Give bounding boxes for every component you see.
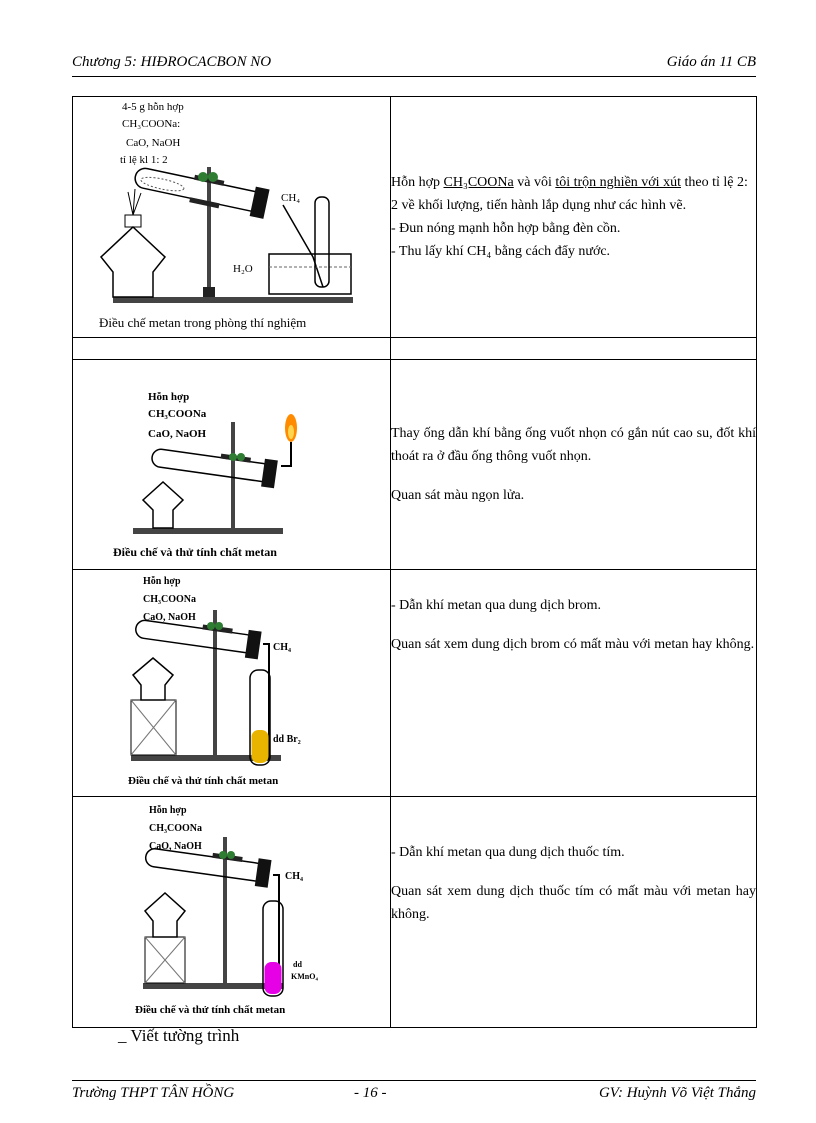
table-row	[73, 97, 757, 338]
mix-label-1: Hỗn hợp	[149, 805, 187, 816]
course-label: Giáo án 11 CB	[666, 54, 756, 70]
gas-label: CH₄	[281, 192, 301, 204]
cotton-plug	[207, 622, 215, 630]
chapter-title: Chương 5: HIĐROCACBON NO	[72, 54, 272, 70]
page-footer	[72, 1080, 756, 1107]
rod-foot	[203, 287, 215, 297]
permanganate-solution	[265, 962, 282, 994]
burner-stand-hatch	[145, 937, 185, 983]
page-header	[72, 52, 756, 77]
instruction-step: - Thu lấy khí CH₄ bằng cách đẩy nước.	[391, 244, 611, 259]
lesson-table	[72, 96, 757, 1028]
test-tube	[151, 448, 272, 483]
instruction-paragraph: Quan sát màu ngọn lửa.	[391, 488, 525, 503]
empty-cell	[73, 338, 391, 360]
nozzle-tube	[281, 442, 291, 466]
water-label: H₂O	[233, 263, 253, 275]
figure-cell	[73, 570, 391, 797]
mix-label-2: CH₃COONa	[148, 408, 207, 420]
mix-label-3: CaO, NaOH	[148, 428, 207, 440]
table-row	[73, 360, 757, 570]
burner-neck	[125, 215, 141, 227]
powder	[140, 175, 185, 194]
instruction-cell	[391, 570, 757, 797]
report-instruction: _ Viết tường trình	[118, 1026, 240, 1045]
table-row	[73, 570, 757, 797]
table-row	[73, 797, 757, 1028]
mix-label-2: CH₃COONa	[149, 823, 202, 834]
cotton-plug	[208, 172, 218, 182]
stand-rod	[231, 422, 235, 528]
burner-stand-hatch	[131, 700, 176, 755]
mix-label-1: 4-5 g hỗn hợp	[122, 101, 184, 113]
figure-caption: Điều chế và thử tính chất metan	[135, 1004, 286, 1016]
gas-label: CH₄	[285, 871, 303, 882]
stand-rod	[207, 167, 211, 297]
apparatus-figure-2	[73, 360, 390, 569]
test-tube	[135, 619, 256, 654]
empty-cell	[391, 338, 757, 360]
cotton-plug	[198, 172, 208, 182]
figure-caption: Điều chế và thử tính chất metan	[128, 775, 279, 787]
school-name: Trường THPT TÂN HỒNG	[72, 1085, 235, 1101]
collection-tube	[315, 197, 329, 287]
instruction-paragraph: Quan sát xem dung dịch brom có mất màu với metan hay không.	[391, 637, 755, 652]
mix-label-1: Hỗn hợp	[143, 576, 181, 587]
alcohol-burner	[145, 893, 185, 937]
solution-label-1: dd	[293, 960, 302, 969]
stand-rod	[213, 610, 217, 755]
alcohol-burner	[101, 227, 165, 297]
delivery-tube	[283, 205, 323, 287]
bromine-solution	[252, 730, 269, 763]
page-number: - 16 -	[354, 1085, 387, 1101]
instruction-paragraph: Thay ống dẫn khí bằng ống vuốt nhọn có gắn nút cao su, đốt khí thoát ra ở đầu ống thông vuốt nhọn.	[391, 426, 756, 464]
alcohol-burner	[143, 482, 183, 528]
test-tube	[133, 167, 264, 214]
instruction-step: - Dẫn khí metan qua dung dịch brom.	[391, 598, 601, 613]
mix-label-3: CaO, NaOH	[126, 137, 181, 149]
flame-core	[288, 425, 294, 439]
ratio-label: tỉ lệ kl 1: 2	[120, 154, 168, 166]
mix-label-1: Hỗn hợp	[148, 391, 190, 403]
text-run: Hỗn hợp	[391, 175, 444, 190]
test-tube	[145, 848, 266, 883]
stand-base	[113, 297, 353, 303]
water-trough	[269, 254, 351, 294]
instruction-paragraph	[391, 171, 756, 217]
text-run: và vôi	[513, 175, 556, 190]
mix-label-2: CH₃COONa:	[122, 118, 181, 130]
solution-label: dd Br₂	[273, 734, 301, 745]
table-row-empty	[73, 338, 757, 360]
teacher-name: GV: Huỳnh Võ Việt Thắng	[598, 1085, 756, 1101]
figure-cell	[73, 97, 391, 338]
solution-label-2: KMnO₄	[291, 972, 318, 981]
gas-label: CH₄	[273, 642, 291, 653]
figure-caption: Điều chế metan trong phòng thí nghiệm	[99, 315, 307, 330]
mix-label-2: CH₃COONa	[143, 594, 196, 605]
apparatus-figure-4	[73, 797, 390, 1027]
text-run: theo tỉ lệ 2: 2 về khối lượng, tiến hành lắp dụng như các hình vẽ.	[391, 175, 748, 213]
instruction-cell	[391, 360, 757, 570]
flame-lines	[128, 189, 141, 215]
clamp-lower	[189, 197, 219, 208]
instruction-paragraph: Quan sát xem dung dịch thuốc tím có mất màu với metan hay không.	[391, 884, 756, 922]
apparatus-figure-3	[73, 570, 390, 796]
text-run: CH₃COONa	[443, 175, 514, 190]
text-run: tôi trộn nghiền với xút	[555, 175, 681, 190]
instruction-step: - Đun nóng mạnh hỗn hợp bằng đèn cồn.	[391, 221, 621, 236]
figure-cell	[73, 360, 391, 570]
cotton-plug	[229, 453, 237, 461]
instruction-cell	[391, 97, 757, 338]
alcohol-burner	[133, 658, 173, 700]
instruction-cell	[391, 797, 757, 1028]
mix-label-3: CaO, NaOH	[149, 841, 202, 852]
apparatus-figure-1	[73, 97, 390, 337]
figure-caption: Điều chế và thử tính chất metan	[113, 545, 277, 559]
cotton-plug	[227, 851, 235, 859]
stand-base	[143, 983, 283, 989]
cotton-plug	[237, 453, 245, 461]
cotton-plug	[215, 622, 223, 630]
cotton-plug	[219, 851, 227, 859]
stand-base	[133, 528, 283, 534]
mix-label-3: CaO, NaOH	[143, 612, 196, 623]
instruction-step: - Dẫn khí metan qua dung dịch thuốc tím.	[391, 845, 625, 860]
figure-cell	[73, 797, 391, 1028]
